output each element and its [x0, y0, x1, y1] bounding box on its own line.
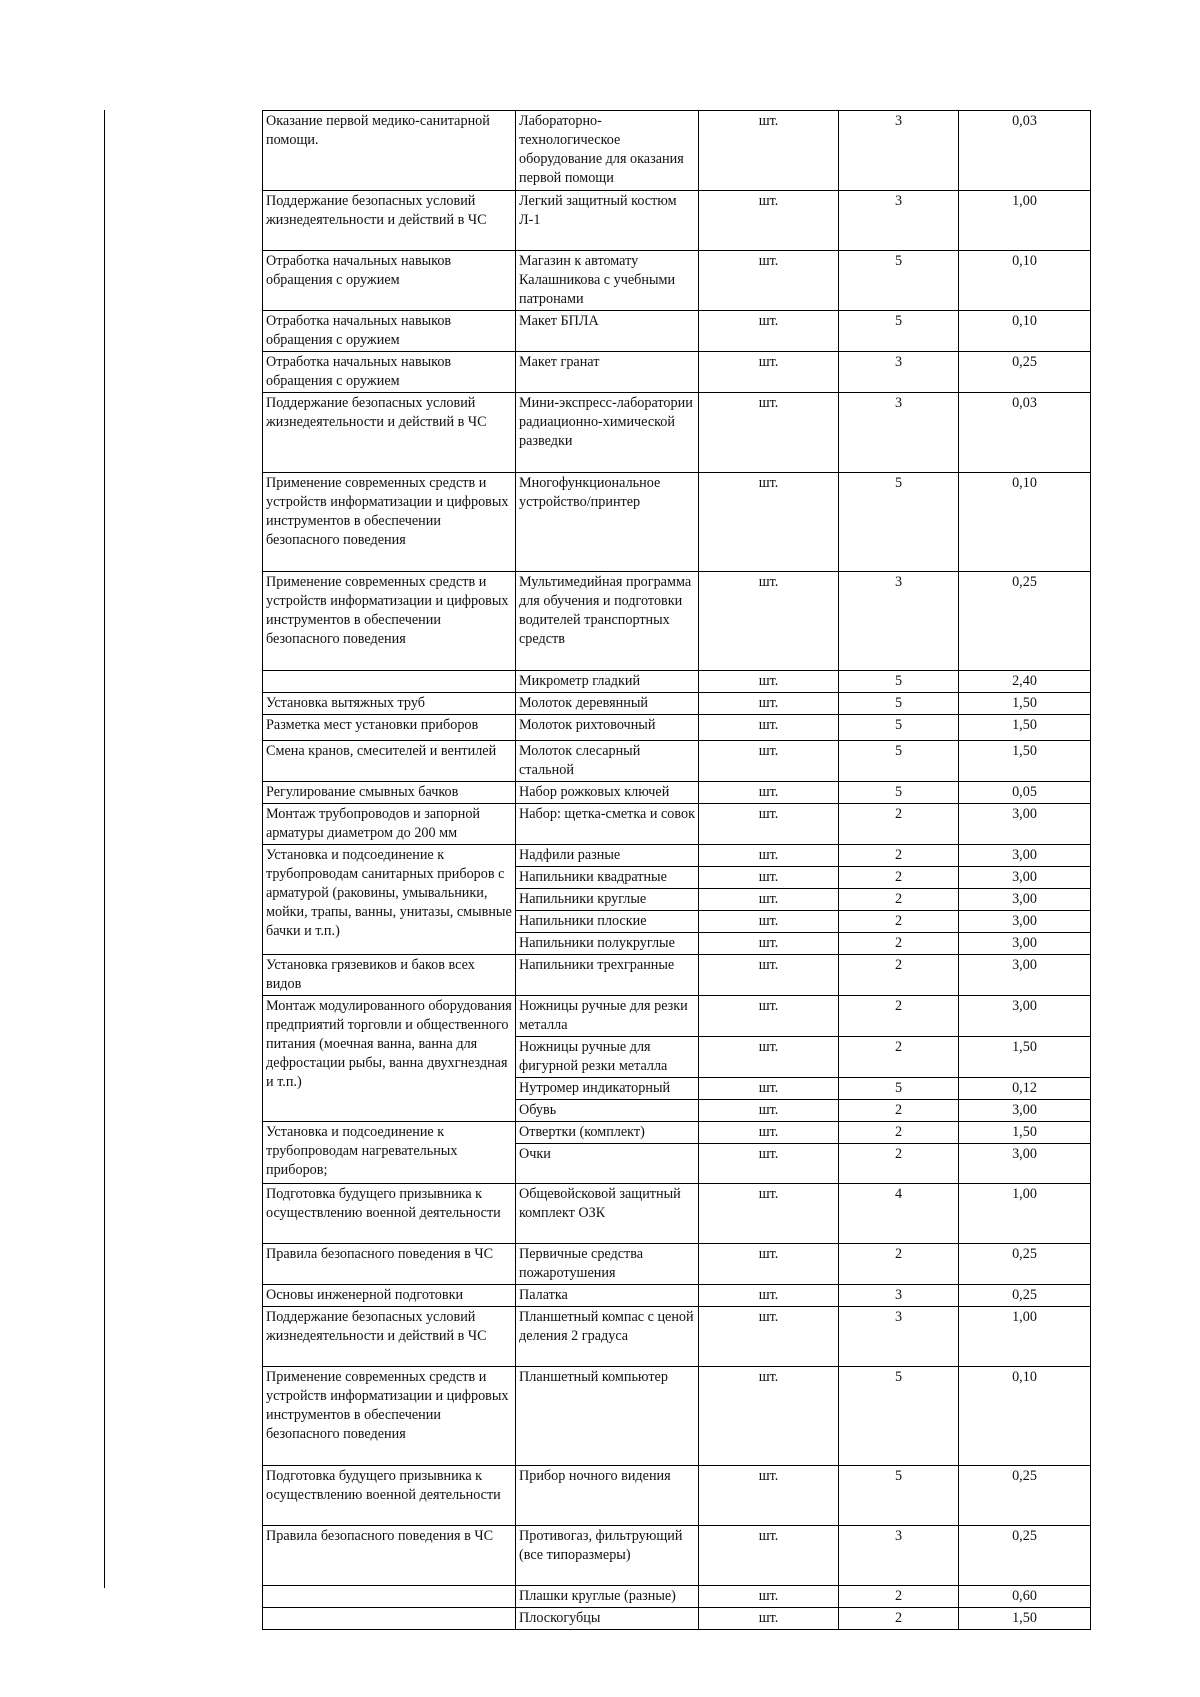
table-row: [263, 352, 1091, 393]
unit-cell: шт.: [699, 804, 839, 845]
qty-cell: 3: [839, 352, 959, 393]
table-row: [263, 693, 1091, 715]
table-row: [263, 845, 1091, 867]
item-cell: Напильники трехгранные: [516, 955, 699, 996]
qty-cell: 2: [839, 1244, 959, 1285]
coef-cell: 3,00: [959, 911, 1091, 933]
item-cell: Микрометр гладкий: [516, 671, 699, 693]
item-cell: Плоскогубцы: [516, 1608, 699, 1630]
coef-cell: 0,03: [959, 111, 1091, 191]
unit-cell: шт.: [699, 1244, 839, 1285]
item-cell: Палатка: [516, 1285, 699, 1307]
unit-cell: шт.: [699, 1307, 839, 1367]
coef-cell: 1,50: [959, 1608, 1091, 1630]
qty-cell: 2: [839, 1100, 959, 1122]
coef-cell: 1,50: [959, 1037, 1091, 1078]
qty-cell: 2: [839, 889, 959, 911]
item-cell: Надфили разные: [516, 845, 699, 867]
section-cell: Смена кранов, смесителей и вентилей: [263, 741, 516, 782]
item-cell: Напильники круглые: [516, 889, 699, 911]
unit-cell: шт.: [699, 1122, 839, 1144]
item-cell: Лабораторно-технологическое оборудование для оказания первой помощи: [516, 111, 699, 191]
qty-cell: 2: [839, 867, 959, 889]
section-cell: Применение современных средств и устройств информатизации и цифровых инструментов в обеспечении безопасного поведения: [263, 1367, 516, 1466]
qty-cell: 2: [839, 804, 959, 845]
table-row: [263, 955, 1091, 996]
coef-cell: 3,00: [959, 955, 1091, 996]
section-cell: [263, 1608, 516, 1630]
coef-cell: 1,50: [959, 741, 1091, 782]
item-cell: Прибор ночного видения: [516, 1466, 699, 1526]
item-cell: Напильники плоские: [516, 911, 699, 933]
unit-cell: шт.: [699, 933, 839, 955]
unit-cell: шт.: [699, 693, 839, 715]
coef-cell: 3,00: [959, 996, 1091, 1037]
coef-cell: 1,00: [959, 1307, 1091, 1367]
coef-cell: 1,50: [959, 1122, 1091, 1144]
qty-cell: 2: [839, 1144, 959, 1184]
qty-cell: 3: [839, 191, 959, 251]
unit-cell: шт.: [699, 111, 839, 191]
unit-cell: шт.: [699, 911, 839, 933]
coef-cell: 0,25: [959, 1244, 1091, 1285]
item-cell: Набор: щетка-сметка и совок: [516, 804, 699, 845]
left-margin-line: [104, 110, 105, 1588]
unit-cell: шт.: [699, 867, 839, 889]
section-cell: Установка и подсоединение к трубопроводам нагревательных приборов;: [263, 1122, 516, 1184]
section-cell: Отработка начальных навыков обращения с оружием: [263, 352, 516, 393]
table-row: [263, 671, 1091, 693]
section-cell: Поддержание безопасных условий жизнедеятельности и действий в ЧС: [263, 1307, 516, 1367]
item-cell: Общевойсковой защитный комплект ОЗК: [516, 1184, 699, 1244]
qty-cell: 5: [839, 715, 959, 741]
item-cell: Плашки круглые (разные): [516, 1586, 699, 1608]
section-cell: Подготовка будущего призывника к осуществлению военной деятельности: [263, 1466, 516, 1526]
coef-cell: 3,00: [959, 933, 1091, 955]
section-cell: Установка грязевиков и баков всех видов: [263, 955, 516, 996]
table-row: [263, 1526, 1091, 1586]
item-cell: Молоток слесарный стальной: [516, 741, 699, 782]
item-cell: Противогаз, фильтрующий (все типоразмеры): [516, 1526, 699, 1586]
qty-cell: 3: [839, 393, 959, 473]
coef-cell: 3,00: [959, 1100, 1091, 1122]
unit-cell: шт.: [699, 1586, 839, 1608]
section-cell: Установка вытяжных труб: [263, 693, 516, 715]
section-cell: Применение современных средств и устройств информатизации и цифровых инструментов в обеспечении безопасного поведения: [263, 473, 516, 572]
coef-cell: 0,10: [959, 251, 1091, 311]
section-cell: Монтаж модулированного оборудования предприятий торговли и общественного питания (моечная ванна, ванна для дефростации рыбы, ванна двухгнездная и т.п.): [263, 996, 516, 1122]
qty-cell: 3: [839, 1307, 959, 1367]
unit-cell: шт.: [699, 352, 839, 393]
coef-cell: 1,00: [959, 1184, 1091, 1244]
coef-cell: 0,12: [959, 1078, 1091, 1100]
coef-cell: 0,25: [959, 1466, 1091, 1526]
qty-cell: 3: [839, 111, 959, 191]
unit-cell: шт.: [699, 311, 839, 352]
qty-cell: 2: [839, 1608, 959, 1630]
unit-cell: шт.: [699, 473, 839, 572]
coef-cell: 3,00: [959, 804, 1091, 845]
table-row: [263, 996, 1091, 1037]
coef-cell: 0,25: [959, 1526, 1091, 1586]
table-row: [263, 1466, 1091, 1526]
coef-cell: 3,00: [959, 867, 1091, 889]
qty-cell: 4: [839, 1184, 959, 1244]
table-row: [263, 1122, 1091, 1144]
qty-cell: 5: [839, 311, 959, 352]
unit-cell: шт.: [699, 782, 839, 804]
unit-cell: шт.: [699, 1184, 839, 1244]
coef-cell: 3,00: [959, 889, 1091, 911]
section-cell: Оказание первой медико-санитарной помощи.: [263, 111, 516, 191]
qty-cell: 2: [839, 845, 959, 867]
section-cell: Отработка начальных навыков обращения с оружием: [263, 251, 516, 311]
qty-cell: 2: [839, 1586, 959, 1608]
coef-cell: 0,10: [959, 473, 1091, 572]
unit-cell: шт.: [699, 1144, 839, 1184]
item-cell: Набор рожковых ключей: [516, 782, 699, 804]
coef-cell: 2,40: [959, 671, 1091, 693]
unit-cell: шт.: [699, 572, 839, 671]
table-row: [263, 393, 1091, 473]
qty-cell: 2: [839, 911, 959, 933]
item-cell: Мини-экспресс-лаборатории радиационно-химической разведки: [516, 393, 699, 473]
qty-cell: 3: [839, 1526, 959, 1586]
coef-cell: 3,00: [959, 845, 1091, 867]
coef-cell: 0,05: [959, 782, 1091, 804]
unit-cell: шт.: [699, 671, 839, 693]
qty-cell: 3: [839, 572, 959, 671]
section-cell: Правила безопасного поведения в ЧС: [263, 1526, 516, 1586]
table-row: [263, 572, 1091, 671]
qty-cell: 5: [839, 473, 959, 572]
qty-cell: 5: [839, 1367, 959, 1466]
item-cell: Макет гранат: [516, 352, 699, 393]
unit-cell: шт.: [699, 1078, 839, 1100]
qty-cell: 5: [839, 1466, 959, 1526]
item-cell: Нутромер индикаторный: [516, 1078, 699, 1100]
unit-cell: шт.: [699, 1526, 839, 1586]
item-cell: Обувь: [516, 1100, 699, 1122]
table-row: [263, 782, 1091, 804]
table-row: [263, 251, 1091, 311]
unit-cell: шт.: [699, 393, 839, 473]
item-cell: Молоток деревянный: [516, 693, 699, 715]
table-row: [263, 1307, 1091, 1367]
unit-cell: шт.: [699, 955, 839, 996]
table-row: [263, 1586, 1091, 1608]
unit-cell: шт.: [699, 191, 839, 251]
unit-cell: шт.: [699, 1367, 839, 1466]
coef-cell: 0,25: [959, 572, 1091, 671]
section-cell: Поддержание безопасных условий жизнедеятельности и действий в ЧС: [263, 191, 516, 251]
unit-cell: шт.: [699, 996, 839, 1037]
qty-cell: 5: [839, 782, 959, 804]
section-cell: Подготовка будущего призывника к осуществлению военной деятельности: [263, 1184, 516, 1244]
item-cell: Ножницы ручные для резки металла: [516, 996, 699, 1037]
unit-cell: шт.: [699, 845, 839, 867]
table-row: [263, 741, 1091, 782]
unit-cell: шт.: [699, 889, 839, 911]
unit-cell: шт.: [699, 1466, 839, 1526]
equipment-table: [262, 110, 1091, 1630]
coef-cell: 0,10: [959, 1367, 1091, 1466]
item-cell: Ножницы ручные для фигурной резки металла: [516, 1037, 699, 1078]
item-cell: Многофункциональное устройство/принтер: [516, 473, 699, 572]
section-cell: Применение современных средств и устройств информатизации и цифровых инструментов в обеспечении безопасного поведения: [263, 572, 516, 671]
item-cell: Макет БПЛА: [516, 311, 699, 352]
unit-cell: шт.: [699, 1285, 839, 1307]
table-row: [263, 1608, 1091, 1630]
item-cell: Мультимедийная программа для обучения и подготовки водителей транспортных средств: [516, 572, 699, 671]
item-cell: Напильники квадратные: [516, 867, 699, 889]
section-cell: Установка и подсоединение к трубопроводам санитарных приборов с арматурой (раковины, умывальники, мойки, трапы, ванны, унитазы, смывные бачки и т.п.): [263, 845, 516, 955]
section-cell: Разметка мест установки приборов: [263, 715, 516, 741]
item-cell: Планшетный компас с ценой деления 2 градуса: [516, 1307, 699, 1367]
qty-cell: 5: [839, 741, 959, 782]
item-cell: Отвертки (комплект): [516, 1122, 699, 1144]
section-cell: Правила безопасного поведения в ЧС: [263, 1244, 516, 1285]
coef-cell: 1,50: [959, 715, 1091, 741]
unit-cell: шт.: [699, 1037, 839, 1078]
unit-cell: шт.: [699, 251, 839, 311]
coef-cell: 1,00: [959, 191, 1091, 251]
item-cell: Молоток рихтовочный: [516, 715, 699, 741]
item-cell: Первичные средства пожаротушения: [516, 1244, 699, 1285]
qty-cell: 2: [839, 933, 959, 955]
table-row: [263, 473, 1091, 572]
section-cell: Регулирование смывных бачков: [263, 782, 516, 804]
qty-cell: 5: [839, 671, 959, 693]
unit-cell: шт.: [699, 1608, 839, 1630]
table-row: [263, 111, 1091, 191]
table-row: [263, 1285, 1091, 1307]
coef-cell: 0,25: [959, 1285, 1091, 1307]
qty-cell: 2: [839, 1122, 959, 1144]
item-cell: Очки: [516, 1144, 699, 1184]
qty-cell: 5: [839, 693, 959, 715]
table-row: [263, 804, 1091, 845]
qty-cell: 2: [839, 1037, 959, 1078]
unit-cell: шт.: [699, 715, 839, 741]
coef-cell: 0,10: [959, 311, 1091, 352]
coef-cell: 0,60: [959, 1586, 1091, 1608]
item-cell: Легкий защитный костюм Л-1: [516, 191, 699, 251]
section-cell: [263, 671, 516, 693]
table-row: [263, 1244, 1091, 1285]
qty-cell: 2: [839, 996, 959, 1037]
table-row: [263, 1184, 1091, 1244]
section-cell: [263, 1586, 516, 1608]
qty-cell: 2: [839, 955, 959, 996]
table-row: [263, 715, 1091, 741]
coef-cell: 0,03: [959, 393, 1091, 473]
section-cell: Поддержание безопасных условий жизнедеятельности и действий в ЧС: [263, 393, 516, 473]
table-row: [263, 191, 1091, 251]
table-row: [263, 311, 1091, 352]
item-cell: Планшетный компьютер: [516, 1367, 699, 1466]
unit-cell: шт.: [699, 1100, 839, 1122]
section-cell: Основы инженерной подготовки: [263, 1285, 516, 1307]
item-cell: Магазин к автомату Калашникова с учебными патронами: [516, 251, 699, 311]
coef-cell: 3,00: [959, 1144, 1091, 1184]
qty-cell: 5: [839, 251, 959, 311]
section-cell: Монтаж трубопроводов и запорной арматуры диаметром до 200 мм: [263, 804, 516, 845]
section-cell: Отработка начальных навыков обращения с оружием: [263, 311, 516, 352]
coef-cell: 1,50: [959, 693, 1091, 715]
qty-cell: 3: [839, 1285, 959, 1307]
table-row: [263, 1367, 1091, 1466]
unit-cell: шт.: [699, 741, 839, 782]
coef-cell: 0,25: [959, 352, 1091, 393]
qty-cell: 5: [839, 1078, 959, 1100]
item-cell: Напильники полукруглые: [516, 933, 699, 955]
